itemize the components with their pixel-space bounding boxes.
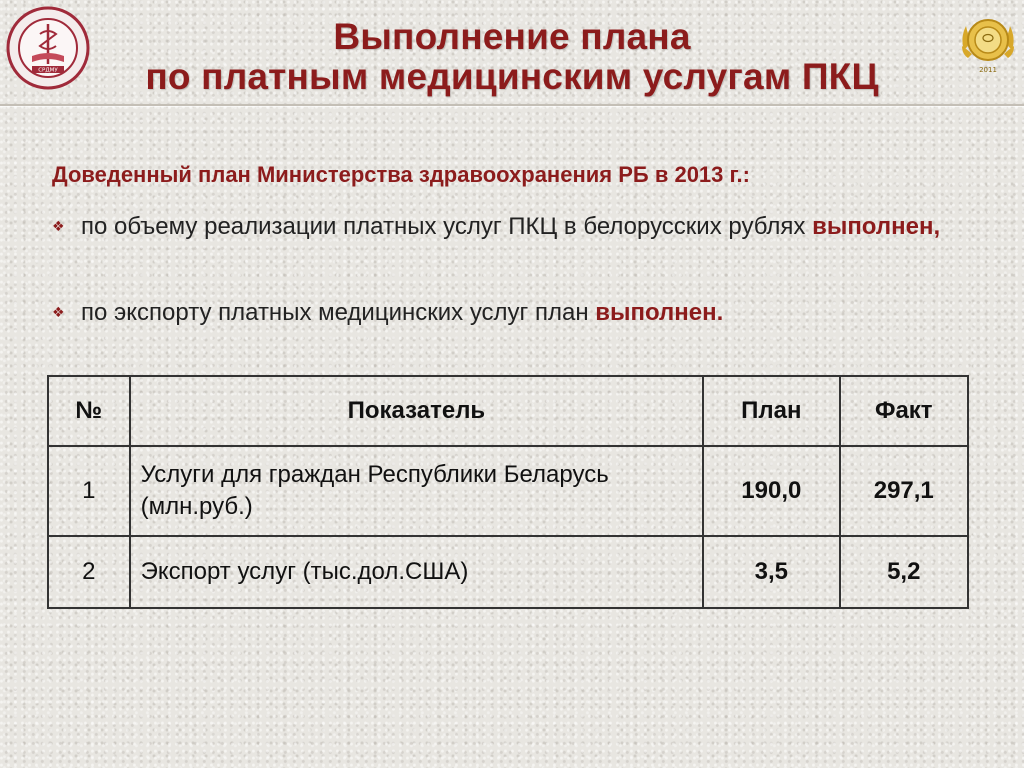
cell-indicator: Услуги для граждан Республики Беларусь (млн.руб.) (130, 446, 704, 536)
header-num: № (48, 376, 130, 446)
bullet-highlight-1: выполнен, (812, 213, 941, 240)
diamond-bullet-icon: ❖ (52, 218, 65, 234)
cell-num: 2 (48, 536, 130, 608)
header-indicator: Показатель (130, 376, 704, 446)
cell-indicator: Экспорт услуг (тыс.дол.США) (130, 536, 704, 608)
bullet-highlight-2: выполнен. (595, 299, 724, 326)
cell-plan: 3,5 (703, 536, 839, 608)
header-plan: План (703, 376, 839, 446)
diamond-bullet-icon: ❖ (52, 304, 65, 320)
table-row (48, 446, 968, 536)
page-title-line-2: по платным медицинским услугам ПКЦ (145, 56, 879, 97)
bullet-item-2 (52, 296, 972, 329)
quality-award-badge-icon (958, 10, 1018, 80)
page-title-line-1: Выполнение плана (333, 16, 691, 57)
cell-fact: 297,1 (840, 446, 968, 536)
header-divider (0, 104, 1024, 106)
svg-text:2011: 2011 (979, 66, 997, 74)
cell-plan: 190,0 (703, 446, 839, 536)
bullet-text-1: по объему реализации платных услуг ПКЦ в белорусских рублях выполнен, (81, 213, 941, 240)
svg-text:СРДМУ: СРДМУ (38, 67, 58, 74)
table-row (48, 536, 968, 608)
cell-fact: 5,2 (840, 536, 968, 608)
plan-execution-table (47, 375, 969, 609)
cell-num: 1 (48, 446, 130, 536)
table-header-row (48, 376, 968, 446)
bullet-text-2: по экспорту платных медицинских услуг план выполнен. (81, 299, 724, 326)
section-subtitle: Доведенный план Министерства здравоохранения РБ в 2013 г.: (52, 162, 750, 187)
slide-header (0, 0, 1024, 108)
bullet-item-1 (52, 210, 972, 243)
header-fact: Факт (840, 376, 968, 446)
